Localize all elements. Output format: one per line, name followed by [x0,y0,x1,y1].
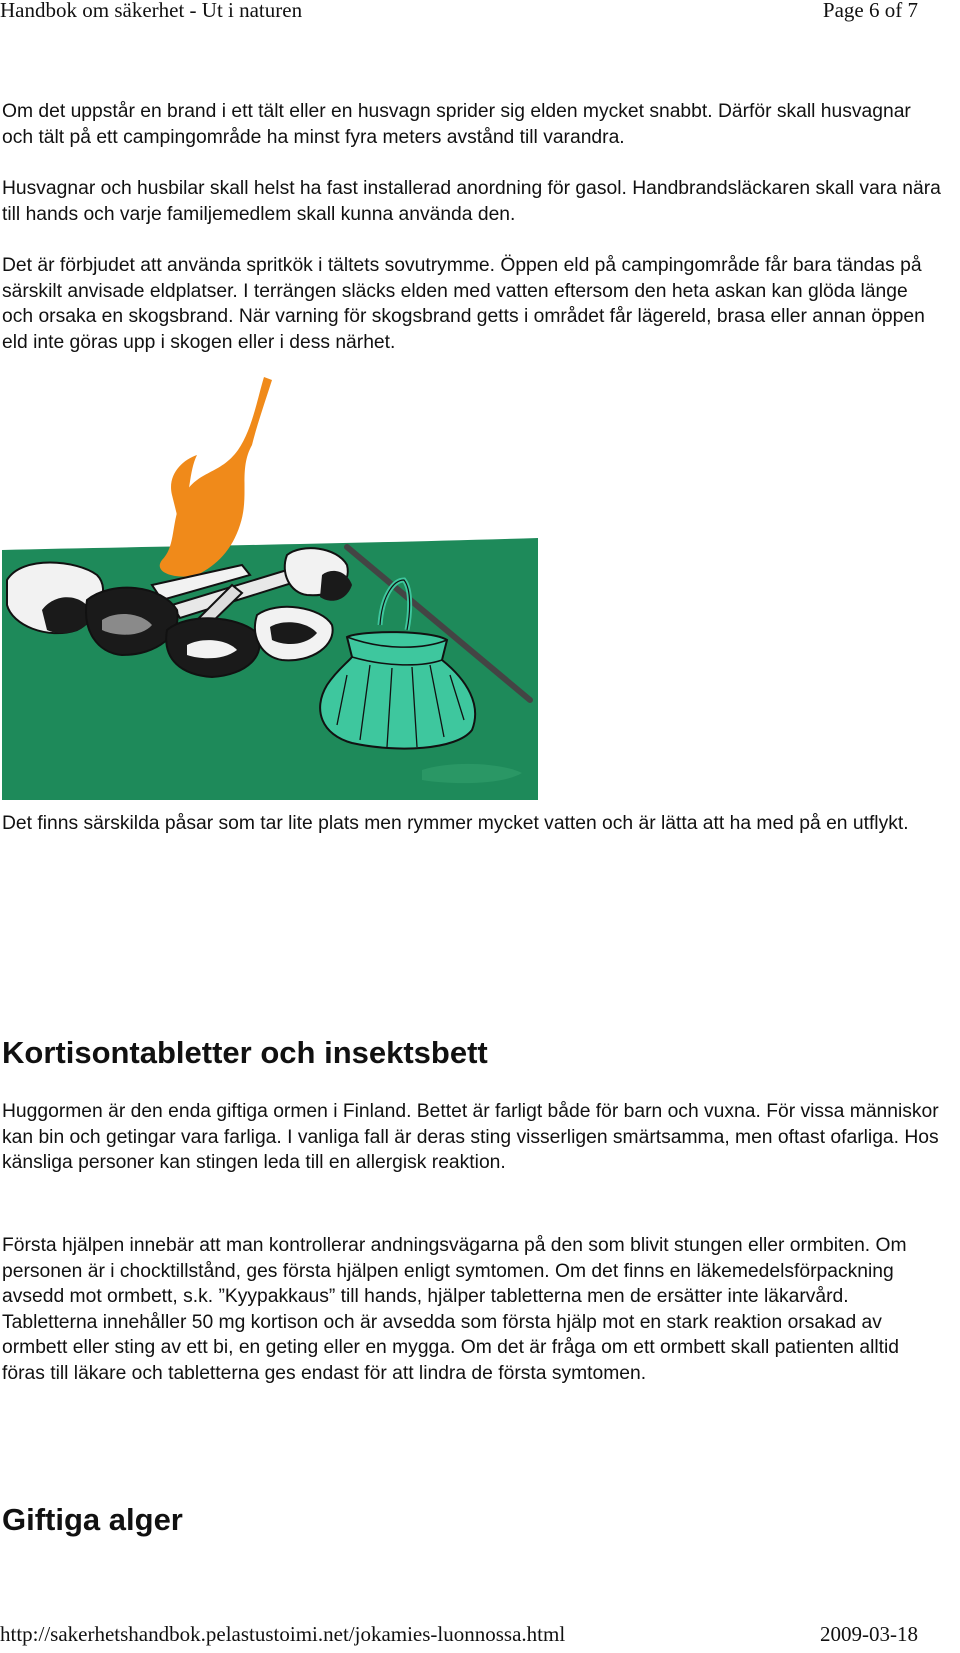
paragraph-fire-spread: Om det uppstår en brand i ett tält eller en husvagn sprider sig elden mycket snabbt. Därför skall husvagnar och tält på ett campingområde ha minst fyra meters avstånd till varandra. [2,101,911,148]
section-heading-algae: Giftiga alger [2,1502,183,1537]
page-footer [0,1622,918,1647]
paragraph-open-fire: Det är förbjudet att använda spritkök i tältets sovutrymme. Öppen eld på campingområde får bara tändas på särskilt anvisade eldplatser. I terrängen släcks elden med vatten eftersom den heta askan kan glöda länge och orsaka en skogsbrand. När varning för skogsbrand getts i området får lägereld, brasa eller annan öppen eld inte göras upp i skogen eller i dess närhet. [2,255,925,353]
section-heading-insects: Kortisontabletter och insektsbett [2,1035,488,1070]
main-content [2,99,942,837]
page-header [0,0,918,23]
campfire-water-bag-icon [2,375,538,805]
source-url[interactable]: http://sakerhetshandbok.pelastustoimi.net/jokamies-luonnossa.html [0,1622,566,1646]
page-number: Page 6 of 7 [822,0,918,22]
document-title: Handbok om säkerhet - Ut i naturen [0,0,303,22]
print-date: 2009-03-18 [820,1622,918,1646]
paragraph-snake-insects: Huggormen är den enda giftiga ormen i Finland. Bettet är farligt både för barn och vuxna. För vissa människor kan bin och getingar vara farliga. I vanliga fall är deras sting visserligen smärtsamma, men oftast ofarliga. Hos känsliga personer kan stingen leda till en allergisk reaktion. [2,1101,939,1173]
image-caption: Det finns särskilda påsar som tar lite plats men rymmer mycket vatten och är lätta att ha med på en utflykt. [2,813,909,834]
paragraph-gas-extinguisher: Husvagnar och husbilar skall helst ha fast installerad anordning för gasol. Handbrandsläckaren skall vara nära till hands och varje familjemedlem skall kunna använda den. [2,178,941,225]
paragraph-first-aid: Första hjälpen innebär att man kontrollerar andningsvägarna på den som blivit stungen eller ormbiten. Om personen är i chocktillstånd, ges första hjälpen enligt symtomen. Om det finns en läkemedelsförpackning avsedd mot ormbett, s.k. ”Kyypakkaus” till hands, hjälper tabletterna men de ersätter inte läkarvård. Tabletterna innehåller 50 mg kortison och är avsedda som första hjälp mot en stark reaktion orsakad av ormbett eller sting av ett bi, en geting eller en mygga. Om det är fråga om ett ormbett skall patienten alltid föras till läkare och tabletterna ges endast för att lindra de första symtomen. [2,1235,907,1384]
